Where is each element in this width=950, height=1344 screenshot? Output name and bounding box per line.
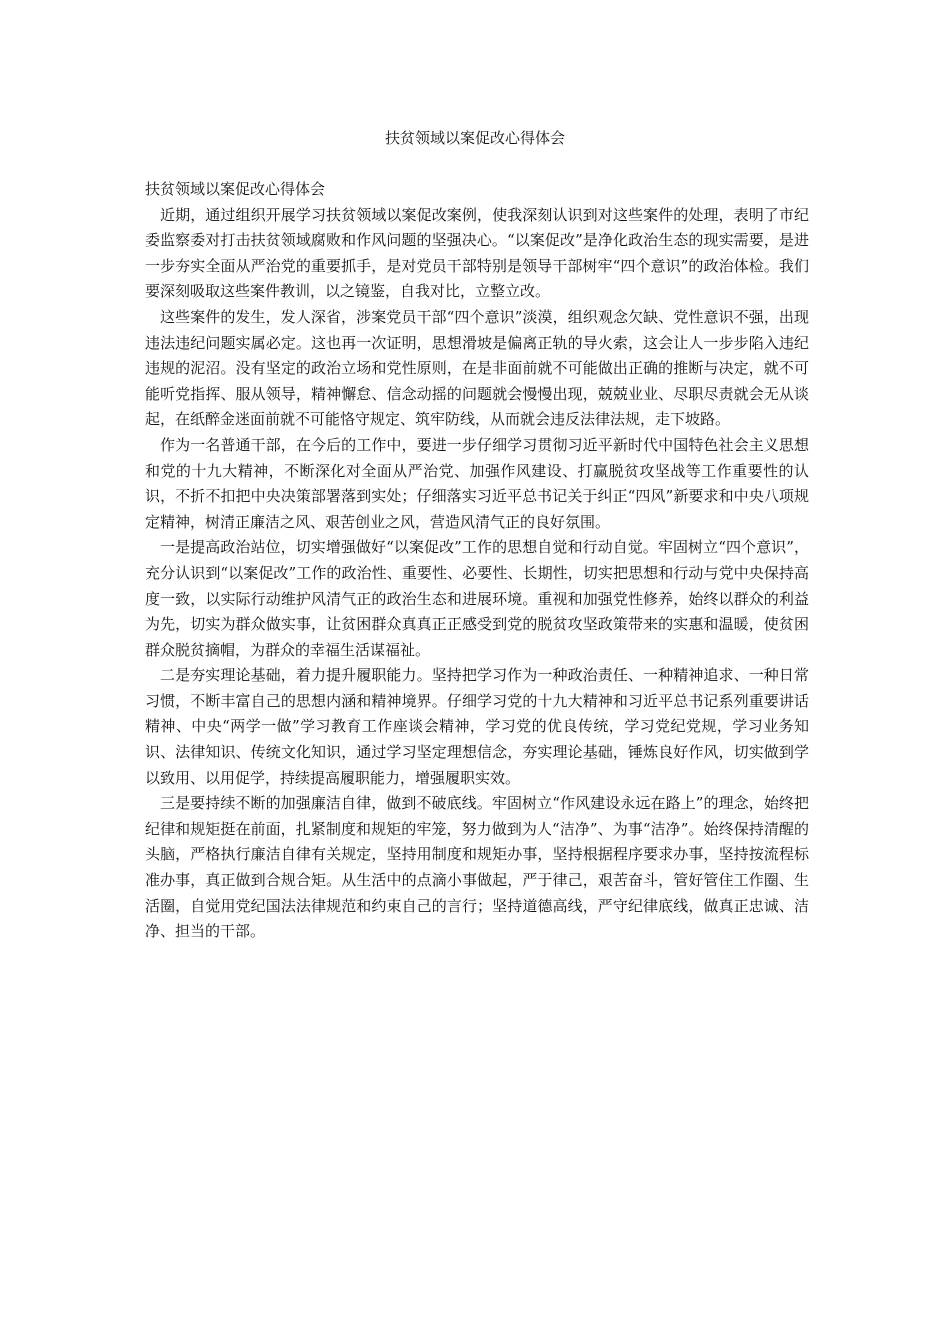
paragraph-1: 近期，通过组织开展学习扶贫领域以案促改案例，使我深刻认识到对这些案件的处理，表明了市纪委监察委对打击扶贫领域腐败和作风问题的坚强决心。“以案促改”是净化政治生态的现实需要，是进一步夯实全面从严治党的重要抓手，是对党员干部特别是领导干部树牢“四个意识”的政治体检。我们要深刻吸取这些案件教训，以之镜鉴，自我对比，立整立改。 [145,205,809,301]
paragraph-6: 三是要持续不断的加强廉洁自律，做到不破底线。牢固树立“作风建设永远在路上”的理念，始终把纪律和规矩挺在前面，扎紧制度和规矩的牢笼，努力做到为人“洁净”、为事“洁净”。始终保持清醒的头脑，严格执行廉洁自律有关规定，坚持用制度和规矩办事，坚持根据程序要求办事，坚持按流程标准办事，真正做到合规合矩。从生活中的点滴小事做起，严于律己，艰苦奋斗，管好管住工作圈、生活圈，自觉用党纪国法法律规范和约束自己的言行；坚持道德高线，严守纪律底线，做真正忠诚、洁净、担当的干部。 [145,794,809,941]
document-title: 扶贫领域以案促改心得体会 [384,129,565,147]
paragraph-3: 作为一名普通干部，在今后的工作中，要进一步仔细学习贯彻习近平新时代中国特色社会主义思想和党的十九大精神，不断深化对全面从严治党、加强作风建设、打赢脱贫攻坚战等工作重要性的认识，不折不扣把中央决策部署落到实处；仔细落实习近平总书记关于纠正“四风”新要求和中央八项规定精神，树清正廉洁之风、艰苦创业之风，营造风清气正的良好氛围。 [145,435,809,531]
paragraph-5: 二是夯实理论基础，着力提升履职能力。坚持把学习作为一种政治责任、一种精神追求、一种日常习惯，不断丰富自己的思想内涵和精神境界。仔细学习党的十九大精神和习近平总书记系列重要讲话精神、中央“两学一做”学习教育工作座谈会精神，学习党的优良传统，学习党纪党规，学习业务知识、法律知识、传统文化知识，通过学习坚定理想信念，夯实理论基础，锤炼良好作风，切实做到学以致用、以用促学，持续提高履职能力，增强履职实效。 [145,666,809,787]
document-body [145,177,809,945]
paragraph-2: 这些案件的发生，发人深省，涉案党员干部“四个意识”淡漠，组织观念欠缺、党性意识不强，出现违法违纪问题实属必定。这也再一次证明，思想滑坡是偏离正轨的导火索，这会让人一步步陷入违纪违规的泥沼。没有坚定的政治立场和党性原则，在是非面前就不可能做出正确的推断与决定，就不可能听党指挥、服从领导，精神懈怠、信念动摇的问题就会慢慢出现，兢兢业业、尽职尽责就会无从谈起，在纸醉金迷面前就不可能恪守规定、筑牢防线，从而就会违反法律法规，走下坡路。 [145,307,809,429]
document-subtitle: 扶贫领域以案促改心得体会 [145,180,326,198]
paragraph-4: 一是提高政治站位，切实增强做好“以案促改”工作的思想自觉和行动自觉。牢固树立“四个意识”，充分认识到“以案促改”工作的政治性、重要性、必要性、长期性，切实把思想和行动与党中央保持高度一致，以实际行动维护风清气正的政治生态和进展环境。重视和加强党性修养，始终以群众的利益为先，切实为群众做实事，让贫困群众真真正正感受到党的脱贫攻坚政策带来的实惠和温暖，使贫困群众脱贫摘帽，为群众的幸福生活谋福祉。 [145,538,809,659]
